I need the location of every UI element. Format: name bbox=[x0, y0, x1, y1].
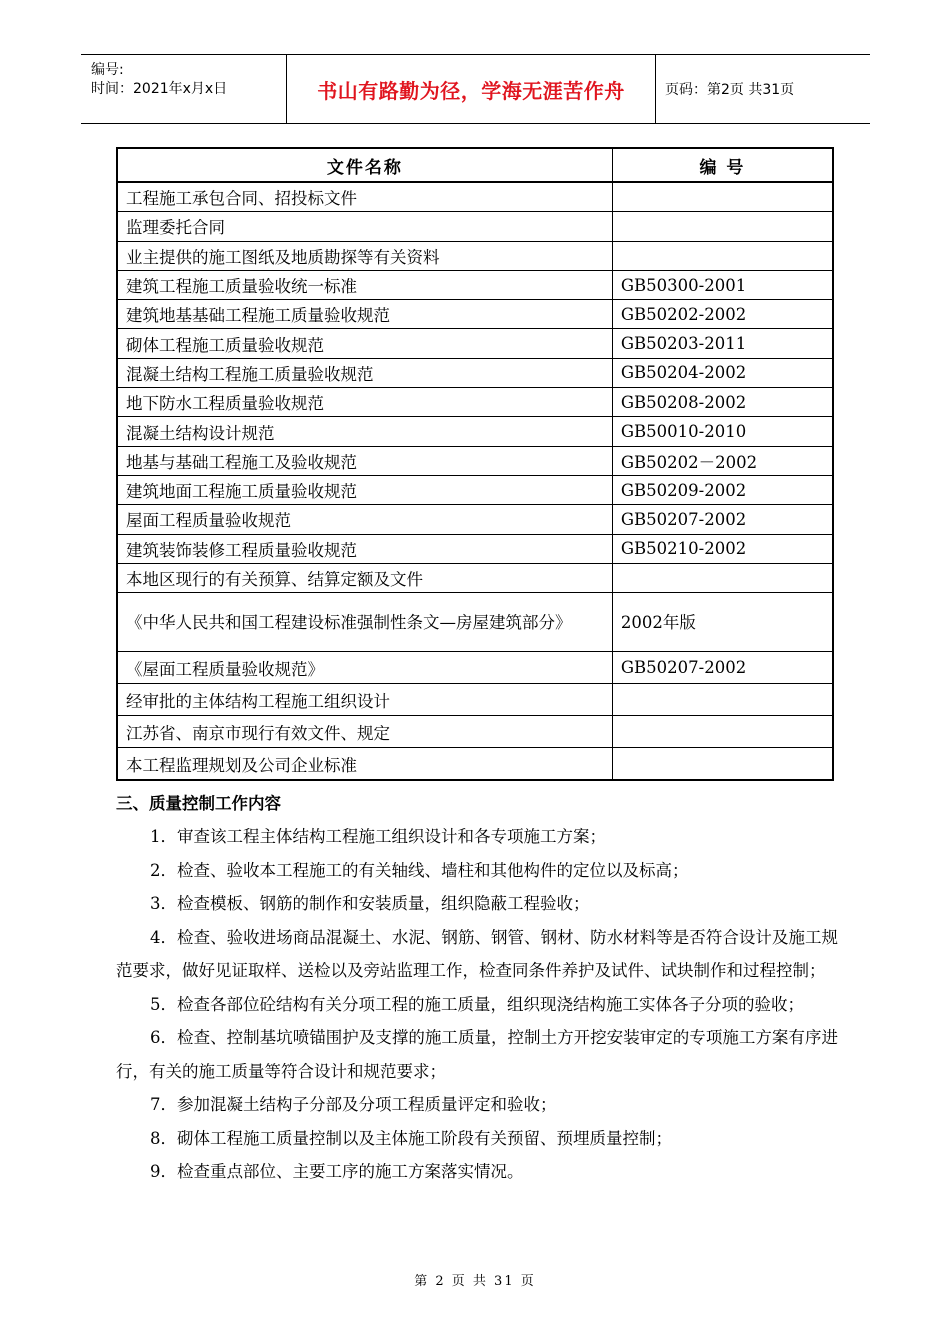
table-row bbox=[117, 182, 833, 212]
table-row bbox=[117, 329, 833, 358]
doc-code bbox=[612, 748, 833, 781]
table-row bbox=[117, 388, 833, 417]
doc-code: GB50202－2002 bbox=[612, 446, 833, 475]
table-row bbox=[117, 563, 833, 592]
doc-code: GB50204-2002 bbox=[612, 358, 833, 387]
doc-code bbox=[612, 182, 833, 212]
doc-name: 经审批的主体结构工程施工组织设计 bbox=[117, 684, 612, 716]
list-item: 6．检查、控制基坑喷锚围护及支撑的施工质量，控制土方开挖安装审定的专项施工方案有序进行，有关的施工质量等符合设计和规范要求； bbox=[116, 1028, 838, 1081]
section-body bbox=[116, 820, 838, 1189]
table-row bbox=[117, 652, 833, 684]
doc-code bbox=[612, 563, 833, 592]
doc-name: 《中华人民共和国工程建设标准强制性条文—房屋建筑部分》 bbox=[117, 593, 612, 652]
doc-code: GB50203-2011 bbox=[612, 329, 833, 358]
doc-name: 混凝土结构设计规范 bbox=[117, 417, 612, 446]
doc-code bbox=[612, 716, 833, 748]
doc-code: GB50010-2010 bbox=[612, 417, 833, 446]
list-item: 3．检查模板、钢筋的制作和安装质量，组织隐蔽工程验收； bbox=[150, 894, 590, 913]
list-item: 1．审查该工程主体结构工程施工组织设计和各专项施工方案； bbox=[150, 827, 606, 846]
table-row bbox=[117, 300, 833, 329]
doc-name: 本地区现行的有关预算、结算定额及文件 bbox=[117, 563, 612, 592]
doc-name: 屋面工程质量验收规范 bbox=[117, 505, 612, 534]
doc-name: 业主提供的施工图纸及地质勘探等有关资料 bbox=[117, 241, 612, 270]
doc-code: GB50210-2002 bbox=[612, 534, 833, 563]
doc-code: GB50208-2002 bbox=[612, 388, 833, 417]
table-row bbox=[117, 593, 833, 652]
list-item: 2．检查、验收本工程施工的有关轴线、墙柱和其他构件的定位以及标高； bbox=[150, 860, 689, 880]
table-row bbox=[117, 241, 833, 270]
header-motto: 书山有路勤为径，学海无涯苦作舟 bbox=[317, 79, 625, 103]
doc-code: GB50207-2002 bbox=[612, 505, 833, 534]
doc-code: 2002年版 bbox=[612, 593, 833, 652]
table-row bbox=[117, 748, 833, 781]
header-meta bbox=[91, 61, 227, 99]
list-item: 5．检查各部位砼结构有关分项工程的施工质量，组织现浇结构施工实体各子分项的验收； bbox=[150, 994, 804, 1014]
time-label: 时间：2021年x月x日 bbox=[91, 81, 228, 97]
table-row bbox=[117, 684, 833, 716]
doc-name: 砌体工程施工质量验收规范 bbox=[117, 329, 612, 358]
column-header-number: 编 号 bbox=[612, 148, 833, 182]
header-divider bbox=[655, 55, 656, 123]
doc-name: 工程施工承包合同、招投标文件 bbox=[117, 182, 612, 212]
doc-code: GB50202-2002 bbox=[612, 300, 833, 329]
doc-name: 建筑工程施工质量验收统一标准 bbox=[117, 270, 612, 299]
list-item: 7．参加混凝土结构子分部及分项工程质量评定和验收； bbox=[150, 1095, 557, 1114]
table-row bbox=[117, 270, 833, 299]
column-header-name: 文件名称 bbox=[117, 148, 612, 182]
table-header-row bbox=[117, 148, 833, 182]
table-row bbox=[117, 417, 833, 446]
list-item: 8．砌体工程施工质量控制以及主体施工阶段有关预留、预埋质量控制； bbox=[150, 1128, 672, 1148]
table-row bbox=[117, 212, 833, 241]
doc-code bbox=[612, 212, 833, 241]
doc-name: 建筑装饰装修工程质量验收规范 bbox=[117, 534, 612, 563]
list-item: 9．检查重点部位、主要工序的施工方案落实情况。 bbox=[150, 1162, 524, 1181]
table-row bbox=[117, 475, 833, 504]
doc-name: 江苏省、南京市现行有效文件、规定 bbox=[117, 716, 612, 748]
doc-name: 建筑地面工程施工质量验收规范 bbox=[117, 475, 612, 504]
document-table bbox=[116, 147, 834, 781]
doc-name: 混凝土结构工程施工质量验收规范 bbox=[117, 358, 612, 387]
doc-name: 地基与基础工程施工及验收规范 bbox=[117, 446, 612, 475]
table-row bbox=[117, 446, 833, 475]
doc-name: 《屋面工程质量验收规范》 bbox=[117, 652, 612, 684]
doc-name: 建筑地基基础工程施工质量验收规范 bbox=[117, 300, 612, 329]
doc-code bbox=[612, 241, 833, 270]
doc-code: GB50209-2002 bbox=[612, 475, 833, 504]
doc-code bbox=[612, 684, 833, 716]
list-item: 4．检查、验收进场商品混凝土、水泥、钢筋、钢管、钢材、防水材料等是否符合设计及施工规范要求，做好见证取样、送检以及旁站监理工作，检查同条件养护及试件、试块制作和过程控制； bbox=[116, 927, 838, 980]
table-row bbox=[117, 716, 833, 748]
table-row bbox=[117, 358, 833, 387]
doc-code: GB50207-2002 bbox=[612, 652, 833, 684]
header-page-info: 页码：第2页 共31页 bbox=[665, 82, 795, 98]
page-header bbox=[81, 54, 870, 124]
page-footer: 第 2 页 共 31 页 bbox=[414, 1274, 536, 1289]
table-row bbox=[117, 534, 833, 563]
section-title: 三、质量控制工作内容 bbox=[116, 794, 281, 813]
doc-name: 监理委托合同 bbox=[117, 212, 612, 241]
doc-name: 本工程监理规划及公司企业标准 bbox=[117, 748, 612, 781]
doc-code: GB50300-2001 bbox=[612, 270, 833, 299]
table-row bbox=[117, 505, 833, 534]
doc-name: 地下防水工程质量验收规范 bbox=[117, 388, 612, 417]
number-label: 编号: bbox=[91, 62, 124, 78]
